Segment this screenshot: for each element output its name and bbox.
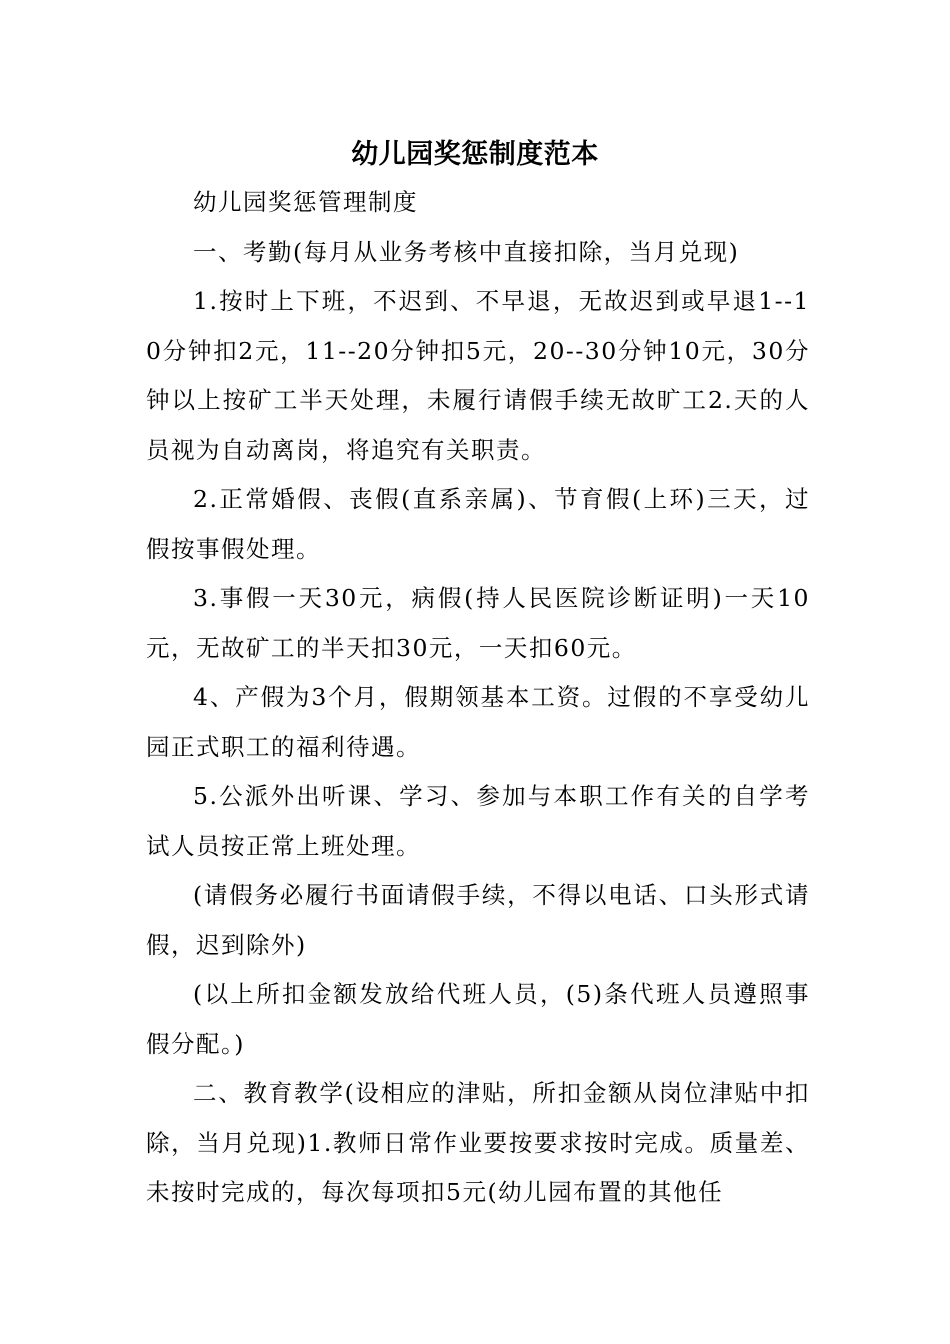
paragraph-item-5: 5.公派外出听课、学习、参加与本职工作有关的自学考试人员按正常上班处理。	[146, 782, 810, 860]
document-title: 幼儿园奖惩制度范本	[351, 139, 599, 170]
paragraph-item-3: 3.事假一天30元，病假(持人民医院诊断证明)一天10元，无故矿工的半天扣30元，一天扣60元。	[146, 584, 810, 662]
paragraph-item-2: 2.正常婚假、丧假(直系亲属)、节育假(上环)三天，过假按事假处理。	[146, 485, 810, 563]
paragraph-note-deduction: (以上所扣金额发放给代班人员，(5)条代班人员遵照事假分配。)	[146, 980, 810, 1058]
paragraph-section-attendance: 一、考勤(每月从业务考核中直接扣除，当月兑现)	[193, 237, 740, 266]
paragraph-note-leave: (请假务必履行书面请假手续，不得以电话、口头形式请假，迟到除外)	[146, 881, 810, 959]
paragraph-item-4: 4、产假为3个月，假期领基本工资。过假的不享受幼儿园正式职工的福利待遇。	[146, 683, 810, 761]
paragraph-subtitle: 幼儿园奖惩管理制度	[193, 188, 418, 216]
paragraph-section-teaching: 二、教育教学(设相应的津贴，所扣金额从岗位津贴中扣除，当月兑现)1.教师日常作业要按要求按时完成。质量差、未按时完成的，每次每项扣5元(幼儿园布置的其他任	[146, 1079, 810, 1206]
document-body	[146, 178, 810, 1218]
paragraph-item-1: 1.按时上下班，不迟到、不早退，无故迟到或早退1--10分钟扣2元，11--20分钟扣5元，20--30分钟10元，30分钟以上按矿工半天处理，未履行请假手续无故旷工2.天的人员视为自动离岗，将追究有关职责。	[146, 287, 810, 464]
